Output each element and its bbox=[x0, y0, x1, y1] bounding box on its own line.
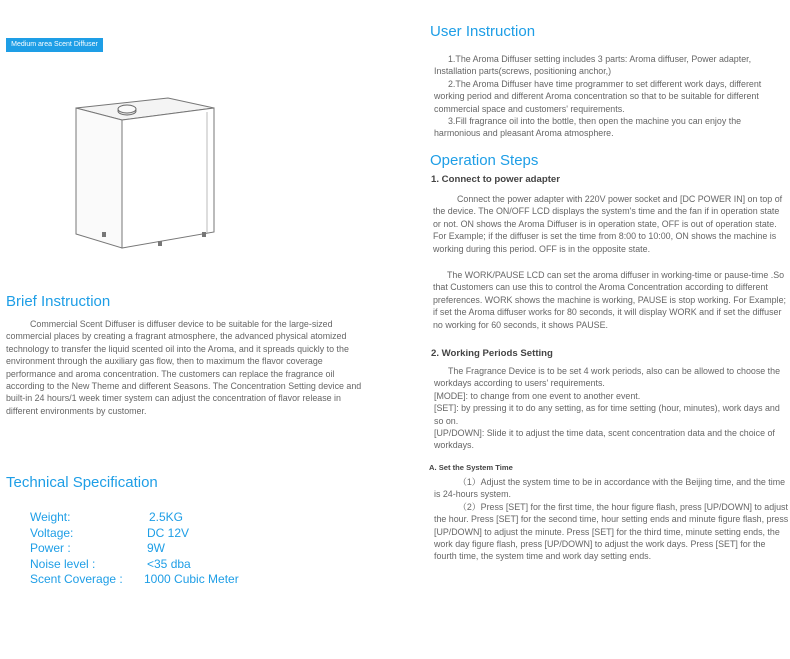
user-paragraph-2: 2.The Aroma Diffuser have time programmer to set different work days, different working period and different Aroma concentration so that to be suitable for different commercial space and customers' requirements. bbox=[434, 78, 762, 114]
spec-value: <35 dba bbox=[147, 556, 191, 571]
set-system-time-title: A. Set the System Time bbox=[429, 463, 513, 472]
brief-paragraph: Commercial Scent Diffuser is diffuser device to be suitable for the large-sized commercial places by creating a fragrant atmosphere, the advanced physical atomized technology to transfer the liquid scented oil into the Aroma, and it spreads quickly to the environment through the auxiliary gas flow, then to maximum the flavor coverage performance and aroma concentration. The customers can replace the fragrance oil according to the New Theme and different Seasons. The Concentration Setting device and built-in 24 hours/1 week timer system can adjust the concentration of flavor release in different environments by customer. bbox=[6, 319, 362, 416]
step-2-updown-line: [UP/DOWN]: Slide it to adjust the time data, scent concentration data and the choice of workdays. bbox=[434, 428, 775, 451]
step-1-text bbox=[433, 193, 787, 255]
set-system-time-text bbox=[434, 476, 790, 563]
product-tag: Medium area Scent Diffuser bbox=[6, 38, 103, 52]
technical-specification-title: Technical Specification bbox=[6, 474, 158, 491]
user-instruction-text bbox=[434, 53, 786, 140]
user-instruction-title: User Instruction bbox=[430, 23, 536, 40]
spec-label: Weight: bbox=[30, 510, 71, 524]
user-paragraph-1: 1.The Aroma Diffuser setting includes 3 parts: Aroma diffuser, Power adapter, Installation parts(screws, positioning anchor,) bbox=[434, 54, 752, 77]
step-2-paragraph: The Fragrance Device is to be set 4 work periods, also can be allowed to choose the workdays according to users' requirements. bbox=[434, 366, 781, 389]
step-1-title: 1. Connect to power adapter bbox=[431, 174, 561, 185]
user-paragraph-3: 3.Fill fragrance oil into the bottle, then open the machine you can enjoy the harmonious and pleasant Aroma atmosphere. bbox=[434, 116, 742, 139]
spec-value: DC 12V bbox=[147, 525, 190, 540]
set-time-paragraph-1: （1）Adjust the system time to be in accordance with the Beijing time, and the time is 24-hours system. bbox=[434, 477, 786, 500]
spec-label: Scent Coverage : bbox=[30, 572, 123, 586]
step-2-text bbox=[434, 365, 786, 452]
brief-instruction-title: Brief Instruction bbox=[6, 293, 111, 310]
step-1-text-2 bbox=[433, 269, 787, 331]
spec-value: 2.5KG bbox=[149, 510, 184, 524]
spec-label: Noise level : bbox=[30, 556, 96, 571]
set-time-paragraph-2: （2）Press [SET] for the first time, the hour figure flash, press [UP/DOWN] to adjust the hour. Press [SET] for the second time, hour setting ends and minute figure flash, press [UP/DOWN] to adjust the minute. Press [SET] for the third time, minute setting ends, the work day figure flash, press [UP/DOWN] to adjust the work days. Press [SET] for the fourth time, the system time and work day setting ends. bbox=[434, 501, 789, 562]
spec-value: 9W bbox=[147, 541, 165, 555]
step-2-set-line: [SET]: by pressing it to do any setting, as for time setting (hour, minutes), work days and so on. bbox=[434, 403, 780, 426]
step-2-mode-line: [MODE]: to change from one event to another event. bbox=[434, 390, 641, 401]
spec-label: Voltage: bbox=[30, 525, 74, 540]
step-2-title: 2. Working Periods Setting bbox=[431, 348, 553, 359]
spec-label: Power : bbox=[30, 541, 71, 555]
operation-steps-title: Operation Steps bbox=[430, 152, 539, 169]
spec-value: 1000 Cubic Meter bbox=[144, 572, 239, 586]
step-1-paragraph-1: Connect the power adapter with 220V power socket and [DC POWER IN] on top of the device. The ON/OFF LCD displays the system's time and the fan if in operation state or not. ON shows the Aroma Diffuser is in operation state, OFF is out of operation state. For Example; if the diffuser is set the time from 8:00 to 10:00, ON shows the machine is working during this period. OFF is in the opposite state. bbox=[433, 194, 783, 254]
step-1-paragraph-2: The WORK/PAUSE LCD can set the aroma diffuser in working-time or pause-time .So that Customers can use this to control the Aroma Concentration according to different preferences. WORK shows the machine is working, PAUSE is stop working. For Example; if set the Aroma diffuser works for 80 seconds, it will display WORK and if set the diffuser no working for 60 seconds, it shows PAUSE. bbox=[433, 270, 786, 330]
diffuser-device-illustration bbox=[70, 92, 220, 252]
brief-instruction-text bbox=[6, 318, 366, 417]
